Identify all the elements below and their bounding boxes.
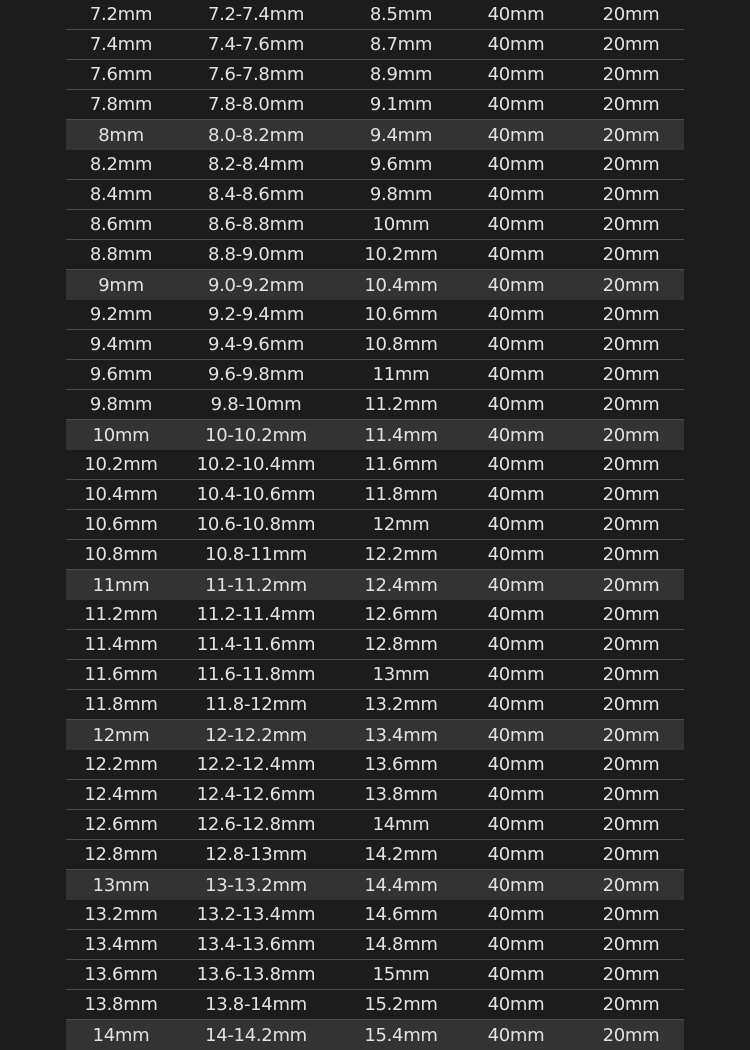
table-cell: 12.2mm — [364, 544, 438, 565]
table-cell: 20mm — [602, 604, 660, 625]
table-cell: 10.4mm — [84, 484, 158, 505]
table-cell: 8mm — [98, 124, 144, 146]
table-cell: 8.2mm — [89, 154, 153, 175]
table-cell: 8.2-8.4mm — [207, 154, 305, 175]
table-row — [66, 1020, 684, 1050]
table-cell: 10.8-11mm — [205, 544, 307, 565]
table-cell: 11.4mm — [84, 634, 158, 655]
table-cell: 20mm — [602, 634, 660, 655]
table-row — [66, 210, 684, 240]
table-cell: 15.4mm — [364, 1024, 438, 1046]
table-cell: 14.4mm — [364, 874, 438, 896]
table-row — [66, 120, 684, 150]
table-row — [66, 960, 684, 990]
table-cell: 40mm — [487, 94, 545, 115]
table-cell: 10.6mm — [84, 514, 158, 535]
table-cell: 11.4mm — [364, 424, 438, 446]
table-row — [66, 150, 684, 180]
table-cell: 40mm — [487, 64, 545, 85]
table-cell: 20mm — [602, 814, 660, 835]
table-cell: 40mm — [487, 124, 545, 146]
table-cell: 9.4-9.6mm — [207, 334, 305, 355]
table-cell: 40mm — [487, 844, 545, 865]
table-cell: 11.8mm — [364, 484, 438, 505]
table-cell: 40mm — [487, 304, 545, 325]
table-cell: 13.8mm — [84, 994, 158, 1015]
table-cell: 13.8mm — [364, 784, 438, 805]
table-cell: 20mm — [602, 1024, 660, 1046]
table-row — [66, 450, 684, 480]
table-cell: 11.8mm — [84, 694, 158, 715]
table-cell: 40mm — [487, 874, 545, 896]
table-row — [66, 270, 684, 300]
table-cell: 9.1mm — [369, 94, 433, 115]
table-row — [66, 30, 684, 60]
table-cell: 40mm — [487, 454, 545, 475]
table-cell: 14-14.2mm — [205, 1024, 307, 1046]
table-cell: 9.8mm — [369, 184, 433, 205]
table-cell: 20mm — [602, 694, 660, 715]
table-cell: 13.4mm — [84, 934, 158, 955]
table-cell: 11.2-11.4mm — [196, 604, 316, 625]
table-cell: 7.4mm — [89, 34, 153, 55]
table-cell: 40mm — [487, 994, 545, 1015]
table-cell: 11.2mm — [364, 394, 438, 415]
table-cell: 40mm — [487, 784, 545, 805]
table-cell: 40mm — [487, 394, 545, 415]
table-cell: 7.2mm — [89, 4, 153, 25]
table-row — [66, 510, 684, 540]
table-cell: 13.6-13.8mm — [196, 964, 316, 985]
table-row — [66, 930, 684, 960]
table-cell: 40mm — [487, 334, 545, 355]
table-cell: 20mm — [602, 934, 660, 955]
table-cell: 9.6mm — [89, 364, 153, 385]
table-cell: 40mm — [487, 484, 545, 505]
table-cell: 11.6mm — [364, 454, 438, 475]
table-cell: 20mm — [602, 514, 660, 535]
table-cell: 7.8-8.0mm — [207, 94, 305, 115]
table-cell: 20mm — [602, 724, 660, 746]
table-cell: 11.6-11.8mm — [196, 664, 316, 685]
table-cell: 20mm — [602, 994, 660, 1015]
table-cell: 40mm — [487, 814, 545, 835]
table-row — [66, 420, 684, 450]
table-cell: 11.2mm — [84, 604, 158, 625]
table-cell: 9.2-9.4mm — [207, 304, 305, 325]
table-row — [66, 660, 684, 690]
table-cell: 12.4mm — [364, 574, 438, 596]
table-cell: 10.2mm — [364, 244, 438, 265]
table-cell: 40mm — [487, 724, 545, 746]
table-cell: 9.8-10mm — [210, 394, 302, 415]
table-cell: 11.4-11.6mm — [196, 634, 316, 655]
table-row — [66, 240, 684, 270]
table-cell: 20mm — [602, 334, 660, 355]
table-cell: 11mm — [372, 364, 430, 385]
table-cell: 20mm — [602, 214, 660, 235]
table-cell: 20mm — [602, 274, 660, 296]
table-cell: 8.6-8.8mm — [207, 214, 305, 235]
table-cell: 10.6mm — [364, 304, 438, 325]
table-cell: 12.4-12.6mm — [196, 784, 316, 805]
table-cell: 20mm — [602, 64, 660, 85]
table-row — [66, 720, 684, 750]
table-cell: 40mm — [487, 904, 545, 925]
table-cell: 14mm — [92, 1024, 150, 1046]
table-cell: 40mm — [487, 574, 545, 596]
table-row — [66, 870, 684, 900]
table-row — [66, 900, 684, 930]
table-cell: 12.2-12.4mm — [196, 754, 316, 775]
table-cell: 13.2-13.4mm — [196, 904, 316, 925]
table-cell: 20mm — [602, 304, 660, 325]
table-cell: 7.2-7.4mm — [207, 4, 305, 25]
table-row — [66, 750, 684, 780]
table-cell: 8.5mm — [369, 4, 433, 25]
table-cell: 7.8mm — [89, 94, 153, 115]
table-cell: 20mm — [602, 4, 660, 25]
table-cell: 40mm — [487, 424, 545, 446]
table-cell: 40mm — [487, 754, 545, 775]
table-cell: 40mm — [487, 274, 545, 296]
table-cell: 40mm — [487, 214, 545, 235]
table-row — [66, 630, 684, 660]
table-row — [66, 690, 684, 720]
table-cell: 13.6mm — [364, 754, 438, 775]
table-cell: 10.8mm — [364, 334, 438, 355]
table-row — [66, 0, 684, 30]
table-cell: 40mm — [487, 4, 545, 25]
table-cell: 10.2-10.4mm — [196, 454, 316, 475]
table-cell: 8.7mm — [369, 34, 433, 55]
table-cell: 9.6-9.8mm — [207, 364, 305, 385]
table-cell: 14.8mm — [364, 934, 438, 955]
table-row — [66, 60, 684, 90]
size-table — [66, 0, 684, 1050]
table-row — [66, 780, 684, 810]
table-row — [66, 810, 684, 840]
table-cell: 8.8mm — [89, 244, 153, 265]
table-cell: 20mm — [602, 364, 660, 385]
table-row — [66, 840, 684, 870]
table-cell: 11mm — [92, 574, 150, 596]
table-cell: 13.8-14mm — [205, 994, 307, 1015]
table-cell: 20mm — [602, 574, 660, 596]
table-cell: 15.2mm — [364, 994, 438, 1015]
table-cell: 10.8mm — [84, 544, 158, 565]
table-cell: 9.2mm — [89, 304, 153, 325]
table-cell: 12.4mm — [84, 784, 158, 805]
table-cell: 13.2mm — [84, 904, 158, 925]
table-cell: 8.6mm — [89, 214, 153, 235]
table-cell: 11.8-12mm — [205, 694, 307, 715]
table-cell: 40mm — [487, 964, 545, 985]
table-cell: 20mm — [602, 184, 660, 205]
table-cell: 20mm — [602, 424, 660, 446]
table-cell: 10.2mm — [84, 454, 158, 475]
table-cell: 10mm — [372, 214, 430, 235]
table-row — [66, 600, 684, 630]
table-cell: 40mm — [487, 544, 545, 565]
table-cell: 11-11.2mm — [205, 574, 307, 596]
table-cell: 20mm — [602, 484, 660, 505]
table-cell: 20mm — [602, 544, 660, 565]
table-row — [66, 180, 684, 210]
table-cell: 40mm — [487, 154, 545, 175]
table-cell: 12mm — [92, 724, 150, 746]
table-cell: 12-12.2mm — [205, 724, 307, 746]
table-cell: 40mm — [487, 184, 545, 205]
table-cell: 11.6mm — [84, 664, 158, 685]
table-cell: 20mm — [602, 964, 660, 985]
table-cell: 20mm — [602, 94, 660, 115]
table-row — [66, 570, 684, 600]
table-cell: 13mm — [92, 874, 150, 896]
table-cell: 12.8mm — [84, 844, 158, 865]
table-cell: 9.8mm — [89, 394, 153, 415]
table-cell: 20mm — [602, 124, 660, 146]
table-cell: 13-13.2mm — [205, 874, 307, 896]
table-cell: 7.6-7.8mm — [207, 64, 305, 85]
table-cell: 13.2mm — [364, 694, 438, 715]
table-cell: 20mm — [602, 904, 660, 925]
table-cell: 20mm — [602, 394, 660, 415]
table-row — [66, 330, 684, 360]
table-cell: 9.0-9.2mm — [207, 274, 305, 296]
table-cell: 10.6-10.8mm — [196, 514, 316, 535]
table-cell: 40mm — [487, 604, 545, 625]
table-cell: 13.4mm — [364, 724, 438, 746]
table-cell: 8.9mm — [369, 64, 433, 85]
table-cell: 20mm — [602, 754, 660, 775]
table-cell: 12.6mm — [364, 604, 438, 625]
table-cell: 40mm — [487, 634, 545, 655]
table-cell: 12.8mm — [364, 634, 438, 655]
table-row — [66, 300, 684, 330]
table-cell: 13.4-13.6mm — [196, 934, 316, 955]
table-row — [66, 540, 684, 570]
table-row — [66, 90, 684, 120]
table-cell: 40mm — [487, 694, 545, 715]
table-cell: 14.6mm — [364, 904, 438, 925]
table-cell: 8.4mm — [89, 184, 153, 205]
table-cell: 40mm — [487, 34, 545, 55]
table-cell: 9.4mm — [369, 124, 433, 146]
table-cell: 40mm — [487, 664, 545, 685]
table-cell: 15mm — [372, 964, 430, 985]
table-row — [66, 990, 684, 1020]
table-cell: 40mm — [487, 514, 545, 535]
table-cell: 13mm — [372, 664, 430, 685]
table-row — [66, 480, 684, 510]
table-cell: 14mm — [372, 814, 430, 835]
table-cell: 20mm — [602, 244, 660, 265]
table-cell: 12.8-13mm — [205, 844, 307, 865]
table-cell: 8.4-8.6mm — [207, 184, 305, 205]
table-cell: 10-10.2mm — [205, 424, 307, 446]
table-cell: 13.6mm — [84, 964, 158, 985]
table-cell: 20mm — [602, 784, 660, 805]
table-cell: 20mm — [602, 844, 660, 865]
table-cell: 8.0-8.2mm — [207, 124, 305, 146]
table-cell: 7.6mm — [89, 64, 153, 85]
table-cell: 9mm — [98, 274, 144, 296]
table-cell: 40mm — [487, 244, 545, 265]
table-row — [66, 360, 684, 390]
table-row — [66, 390, 684, 420]
table-cell: 40mm — [487, 364, 545, 385]
table-cell: 20mm — [602, 664, 660, 685]
table-cell: 12mm — [372, 514, 430, 535]
table-cell: 20mm — [602, 454, 660, 475]
table-cell: 7.4-7.6mm — [207, 34, 305, 55]
table-cell: 40mm — [487, 934, 545, 955]
table-cell: 40mm — [487, 1024, 545, 1046]
table-cell: 9.6mm — [369, 154, 433, 175]
table-cell: 10mm — [92, 424, 150, 446]
table-cell: 20mm — [602, 34, 660, 55]
table-cell: 14.2mm — [364, 844, 438, 865]
table-cell: 10.4-10.6mm — [196, 484, 316, 505]
table-cell: 12.6mm — [84, 814, 158, 835]
table-cell: 20mm — [602, 154, 660, 175]
table-cell: 20mm — [602, 874, 660, 896]
table-cell: 9.4mm — [89, 334, 153, 355]
table-cell: 8.8-9.0mm — [207, 244, 305, 265]
table-cell: 10.4mm — [364, 274, 438, 296]
table-cell: 12.2mm — [84, 754, 158, 775]
table-cell: 12.6-12.8mm — [196, 814, 316, 835]
